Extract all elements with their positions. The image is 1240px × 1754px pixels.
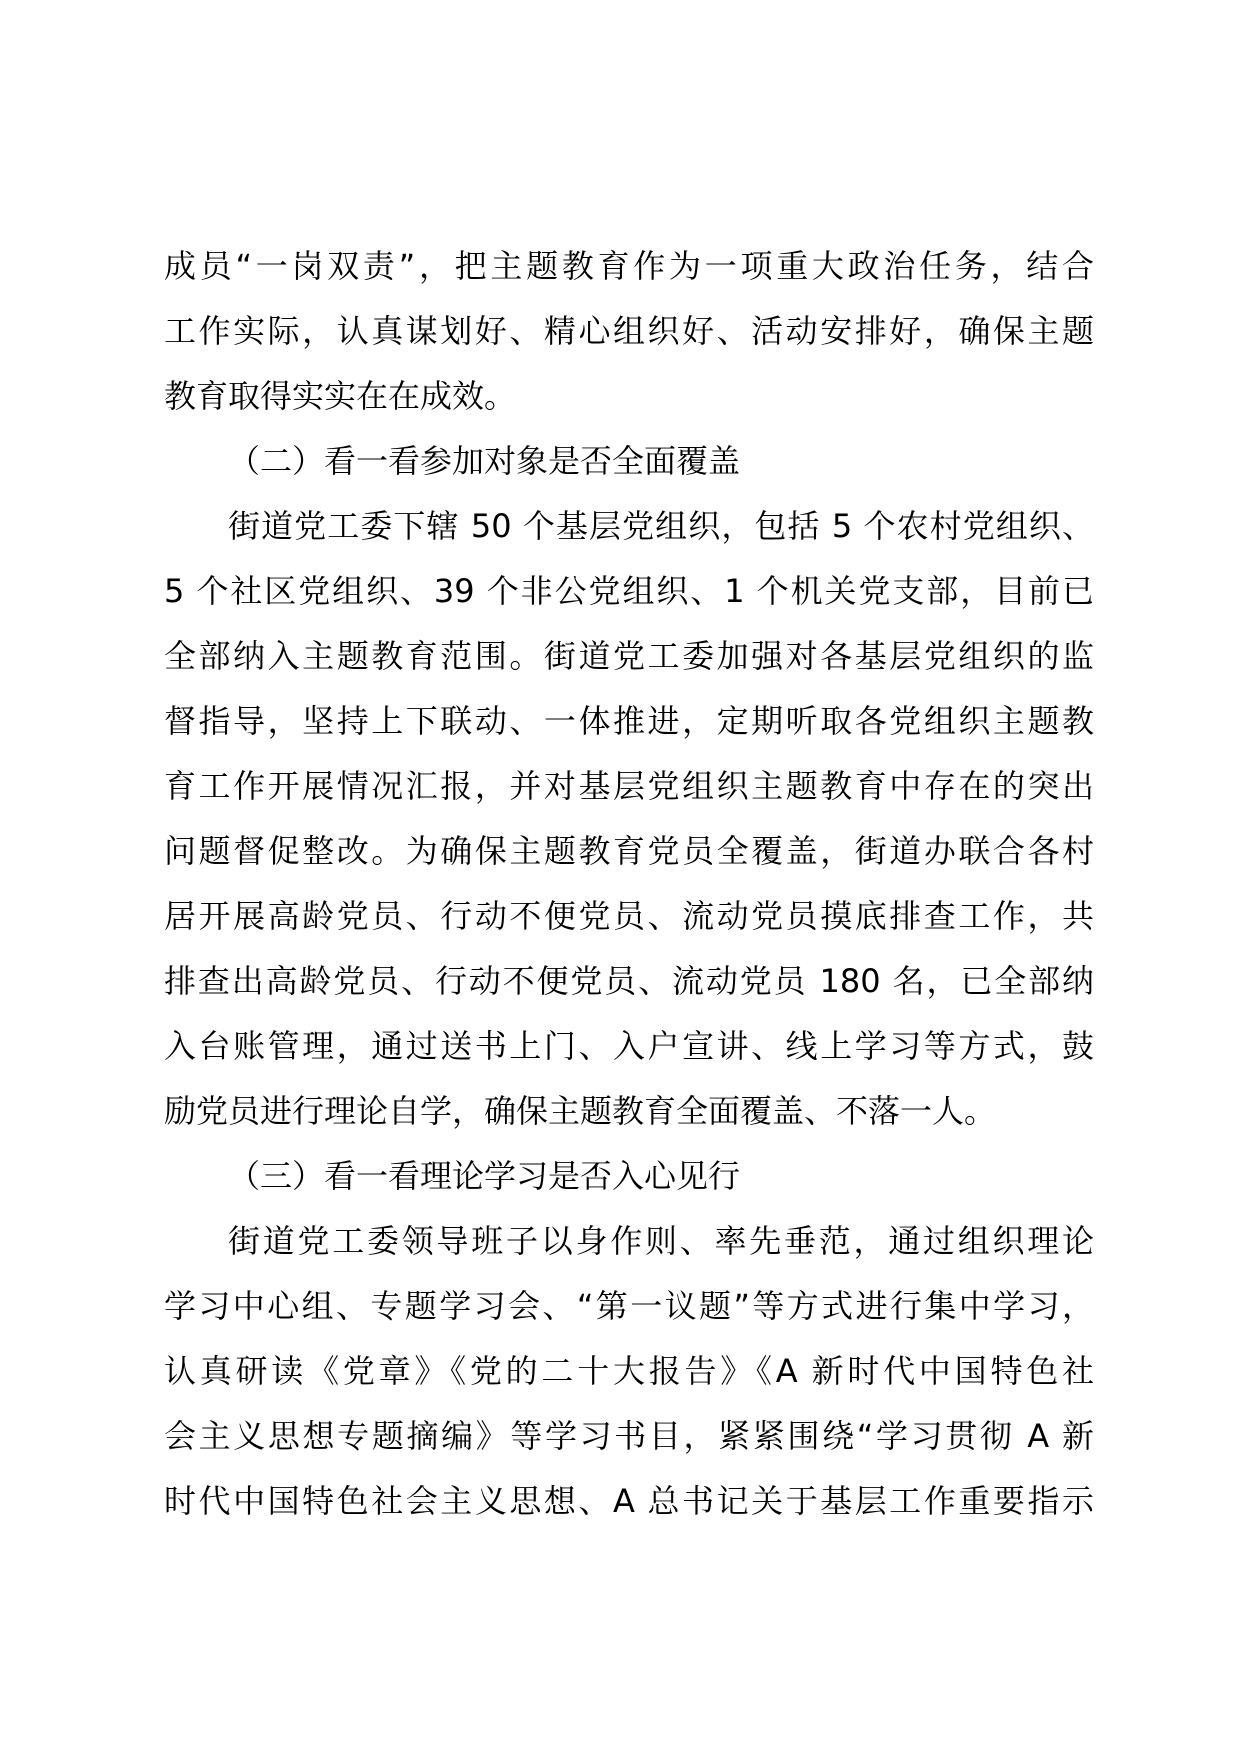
paragraph-line: 居开展高龄党员、行动不便党员、流动党员摸底排查工作，共: [164, 897, 1094, 935]
paragraph-line: 工作实际，认真谋划好、精心组织好、活动安排好，确保主题: [164, 312, 1094, 350]
paragraph-line: 会主义思想专题摘编》等学习书目，紧紧围绕“学习贯彻 A 新: [164, 1417, 1094, 1455]
paragraph-line: 认真研读《党章》《党的二十大报告》《A 新时代中国特色社: [164, 1352, 1094, 1390]
paragraph-line: 问题督促整改。为确保主题教育党员全覆盖，街道办联合各村: [164, 832, 1094, 870]
paragraph-line: 全部纳入主题教育范围。街道党工委加强对各基层党组织的监: [164, 637, 1094, 675]
paragraph-line: 街道党工委下辖 50 个基层党组织，包括 5 个农村党组织、: [228, 507, 1094, 545]
paragraph-line: 教育取得实实在在成效。: [164, 377, 517, 415]
paragraph-line: 学习中心组、专题学习会、“第一议题”等方式进行集中学习，: [164, 1287, 1094, 1325]
paragraph-line: 时代中国特色社会主义思想、A 总书记关于基层工作重要指示: [164, 1482, 1094, 1520]
document-body: [164, 234, 1094, 1534]
paragraph-line: 励党员进行理论自学，确保主题教育全面覆盖、不落一人。: [164, 1092, 997, 1130]
paragraph-line: 5 个社区党组织、39 个非公党组织、1 个机关党支部，目前已: [164, 572, 1094, 610]
paragraph-line: 排查出高龄党员、行动不便党员、流动党员 180 名，已全部纳: [164, 962, 1094, 1000]
paragraph-line: 督指导，坚持上下联动、一体推进，定期听取各党组织主题教: [164, 702, 1094, 740]
paragraph-line: 成员“一岗双责”，把主题教育作为一项重大政治任务，结合: [164, 247, 1094, 285]
paragraph-line: 街道党工委领导班子以身作则、率先垂范，通过组织理论: [228, 1222, 1094, 1260]
paragraph-line: 育工作开展情况汇报，并对基层党组织主题教育中存在的突出: [164, 767, 1094, 805]
section-heading: （三）看一看理论学习是否入心见行: [228, 1157, 741, 1195]
section-heading: （二）看一看参加对象是否全面覆盖: [228, 442, 741, 480]
paragraph-line: 入台账管理，通过送书上门、入户宣讲、线上学习等方式，鼓: [164, 1027, 1094, 1065]
